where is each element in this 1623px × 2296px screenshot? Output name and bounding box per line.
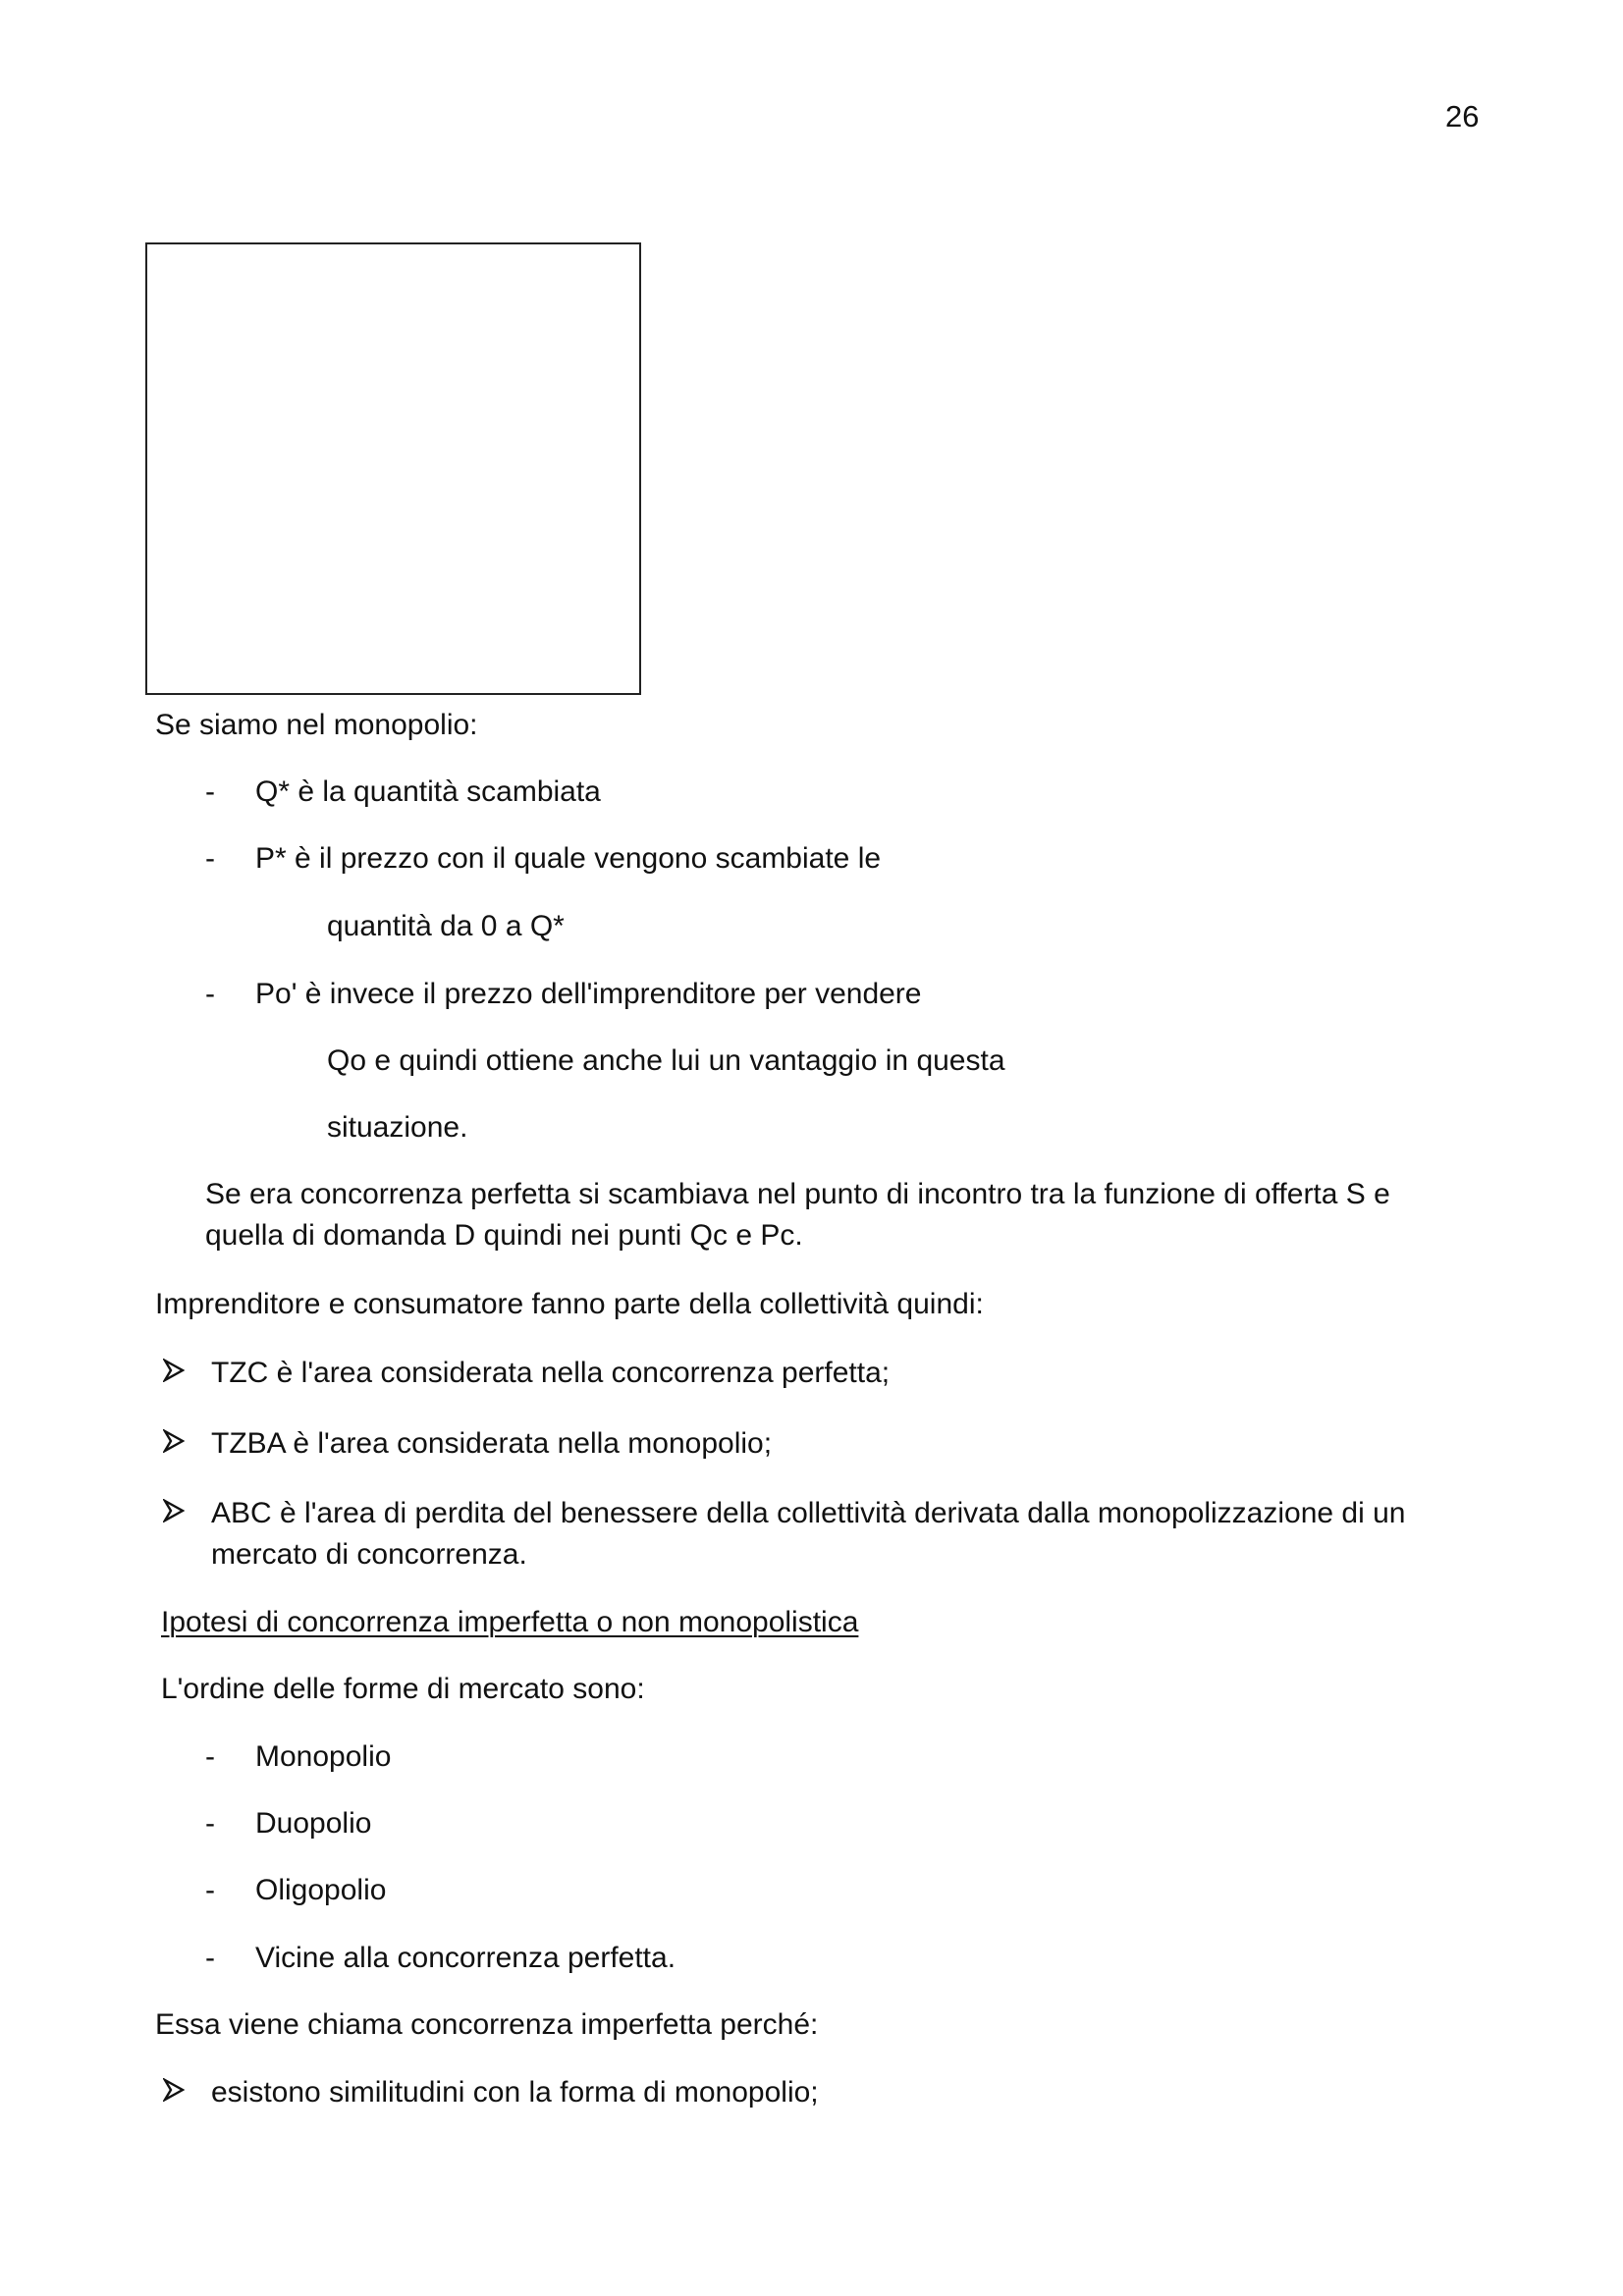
list-item: Po' è invece il prezzo dell'imprenditore per vendere	[255, 978, 922, 1010]
paragraph-line: quella di domanda D quindi nei punti Qc e Pc.	[205, 1219, 803, 1252]
list-item: Duopolio	[255, 1807, 372, 1840]
list-dash: -	[205, 1807, 215, 1840]
collettivita-intro: Imprenditore e consumatore fanno parte della collettività quindi:	[155, 1288, 984, 1320]
arrow-list-item: TZBA è l'area considerata nella monopolio;	[211, 1427, 773, 1460]
list-item: P* è il prezzo con il quale vengono scambiate le	[255, 842, 882, 875]
list-dash: -	[205, 1740, 215, 1773]
figure-placeholder	[145, 242, 641, 695]
list-dash: -	[205, 978, 215, 1010]
page-number: 26	[1445, 99, 1480, 133]
intro-text: Se siamo nel monopolio:	[155, 709, 478, 741]
list-item: Q* è la quantità scambiata	[255, 775, 601, 808]
list-dash: -	[205, 1874, 215, 1906]
list-dash: -	[205, 775, 215, 808]
arrow-list-item-continuation: mercato di concorrenza.	[211, 1538, 527, 1571]
list-item: Vicine alla concorrenza perfetta.	[255, 1942, 676, 1974]
list-dash: -	[205, 842, 215, 875]
arrow-list-item: esistono similitudini con la forma di monopolio;	[211, 2076, 819, 2109]
list-item-continuation: quantità da 0 a Q*	[327, 910, 565, 942]
imperfetta-intro: Essa viene chiama concorrenza imperfetta perché:	[155, 2008, 819, 2041]
list-item-continuation: situazione.	[327, 1111, 468, 1144]
list-item: Monopolio	[255, 1740, 392, 1773]
list-dash: -	[205, 1942, 215, 1974]
list-item: Oligopolio	[255, 1874, 387, 1906]
arrow-bullet-icon	[163, 1499, 185, 1522]
arrow-bullet-icon	[163, 2078, 185, 2102]
paragraph-line: Se era concorrenza perfetta si scambiava nel punto di incontro tra la funzione di offerta S e	[205, 1178, 1390, 1210]
arrow-bullet-icon	[163, 1429, 185, 1453]
arrow-list-item: TZC è l'area considerata nella concorrenza perfetta;	[211, 1357, 891, 1389]
section-heading: Ipotesi di concorrenza imperfetta o non monopolistica	[161, 1606, 859, 1638]
arrow-bullet-icon	[163, 1359, 185, 1382]
arrow-list-item: ABC è l'area di perdita del benessere della collettività derivata dalla monopolizzazione di un	[211, 1497, 1406, 1529]
list-item-continuation: Qo e quindi ottiene anche lui un vantaggio in questa	[327, 1044, 1005, 1077]
forme-intro: L'ordine delle forme di mercato sono:	[161, 1673, 645, 1705]
